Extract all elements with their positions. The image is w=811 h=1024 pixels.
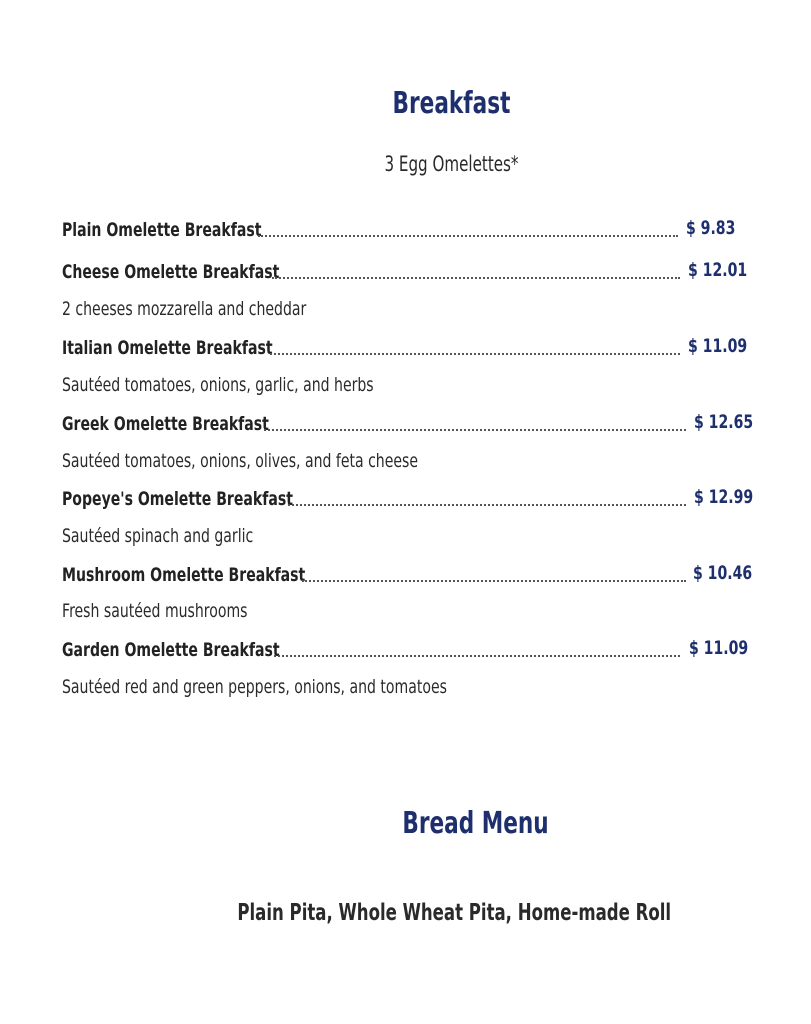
menu-item-popeye	[62, 486, 374, 510]
item-name: Greek Omelette Breakfast	[62, 413, 269, 435]
item-price: $ 11.09	[689, 637, 749, 659]
item-price: $ 12.99	[694, 486, 754, 508]
dot-leader	[258, 235, 678, 237]
menu-item-italian	[62, 335, 347, 359]
menu-item-plain	[62, 217, 332, 241]
menu-item-garden	[62, 637, 356, 661]
dot-leader	[264, 429, 686, 431]
dot-leader	[274, 655, 680, 657]
dot-leader	[302, 580, 686, 582]
omelettes-subtitle: 3 Egg Omelettes*	[384, 152, 519, 176]
item-name: Popeye's Omelette Breakfast	[62, 488, 293, 510]
item-name: Plain Omelette Breakfast	[62, 219, 262, 241]
item-name: Italian Omelette Breakfast	[62, 337, 273, 359]
bread-items: Plain Pita, Whole Wheat Pita, Home-made Roll	[237, 900, 672, 926]
menu-item-greek	[62, 411, 342, 435]
item-price: $ 12.65	[694, 411, 754, 433]
item-description: 2 cheeses mozzarella and cheddar	[62, 298, 307, 320]
item-description: Sautéed red and green peppers, onions, and tomatoes	[62, 676, 447, 698]
item-description: Fresh sautéed mushrooms	[62, 600, 248, 622]
item-name: Garden Omelette Breakfast	[62, 639, 280, 661]
dot-leader	[288, 504, 686, 506]
item-price: $ 10.46	[693, 562, 753, 584]
item-name: Mushroom Omelette Breakfast	[62, 564, 306, 586]
item-price: $ 12.01	[688, 259, 748, 281]
bread-menu-title: Bread Menu	[402, 806, 549, 841]
item-price: $ 9.83	[686, 217, 736, 239]
menu-item-mushroom	[62, 562, 391, 586]
breakfast-title: Breakfast	[392, 86, 511, 121]
menu-item-cheese	[62, 259, 356, 283]
item-description: Sautéed tomatoes, onions, olives, and feta cheese	[62, 450, 418, 472]
dot-leader	[270, 353, 680, 355]
item-name: Cheese Omelette Breakfast	[62, 261, 280, 283]
item-description: Sautéed spinach and garlic	[62, 525, 254, 547]
item-description: Sautéed tomatoes, onions, garlic, and herbs	[62, 374, 374, 396]
dot-leader	[272, 277, 680, 279]
item-price: $ 11.09	[688, 335, 748, 357]
